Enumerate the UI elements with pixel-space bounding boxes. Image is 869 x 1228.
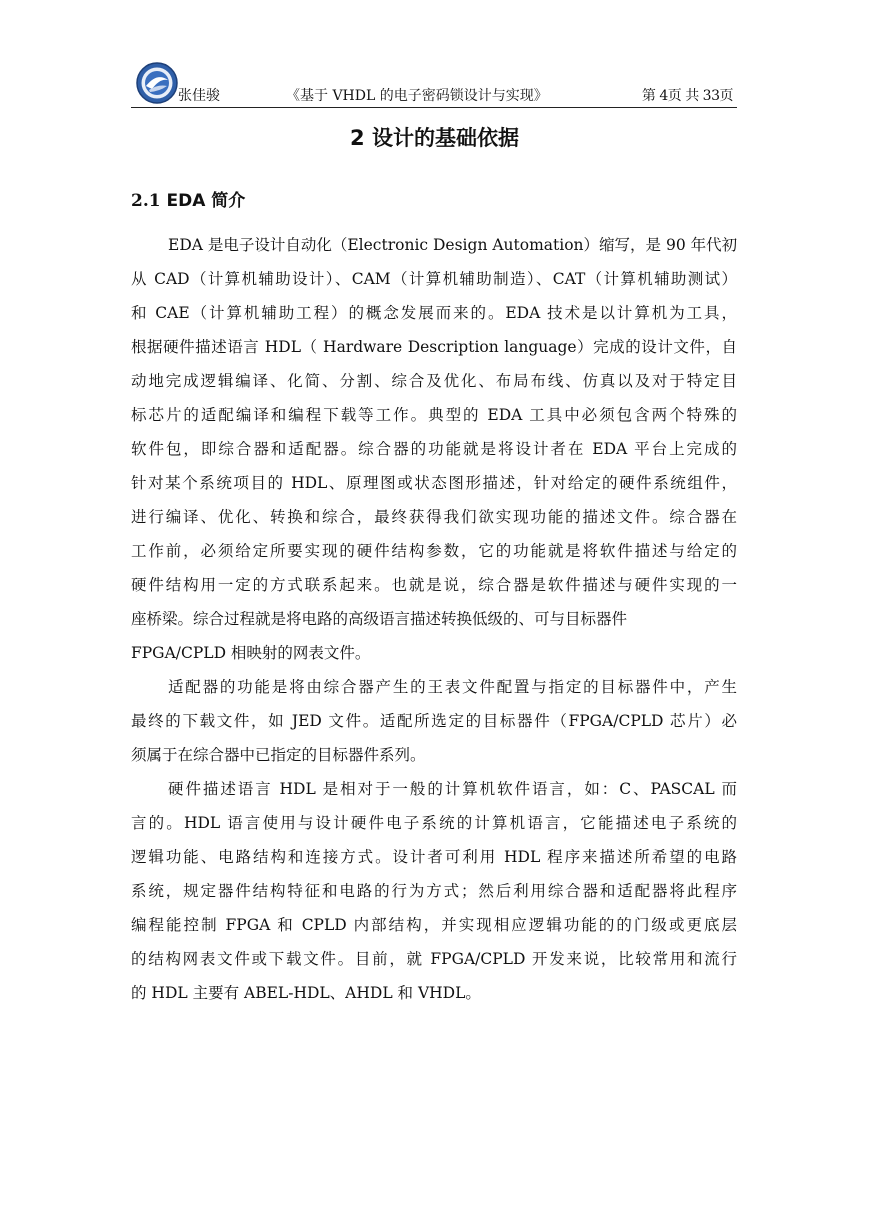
paragraph-line: 根据硬件描述语言 HDL（ Hardware Description language）完成的设计文件，自 (131, 338, 737, 356)
page-header (131, 60, 737, 108)
paragraph-line: 进行编译、优化、转换和综合，最终获得我们欲实现功能的描述文件。综合器在 (131, 508, 737, 526)
paragraph-line: 硬件描述语言 HDL 是相对于一般的计算机软件语言，如：C、PASCAL 而 (168, 780, 737, 798)
paragraph (131, 670, 737, 772)
paragraph-line: 从 CAD（计算机辅助设计）、CAM（计算机辅助制造）、CAT（计算机辅助测试） (131, 270, 737, 288)
paragraph-line: 最终的下载文件，如 JED 文件。适配所选定的目标器件（FPGA/CPLD 芯片）必 (131, 712, 737, 730)
paragraph-line: 动地完成逻辑编译、化简、分割、综合及优化、布局布线、仿真以及对于特定目 (131, 372, 737, 390)
paragraph-line: FPGA/CPLD 相映射的网表文件。 (131, 644, 371, 662)
paragraph-line: 针对某个系统项目的 HDL、原理图或状态图形描述，针对给定的硬件系统组件， (131, 474, 737, 492)
university-emblem-icon (136, 62, 178, 104)
paragraph-line: 编程能控制 FPGA 和 CPLD 内部结构，并实现相应逻辑功能的的门级或更底层 (131, 916, 737, 934)
chapter-title: 2 设计的基础依据 (350, 126, 519, 150)
paragraph-line: 硬件结构用一定的方式联系起来。也就是说，综合器是软件描述与硬件实现的一 (131, 576, 737, 594)
paragraph-line: 和 CAE（计算机辅助工程）的概念发展而来的。EDA 技术是以计算机为工具， (131, 304, 737, 322)
paragraph-line: 适配器的功能是将由综合器产生的王表文件配置与指定的目标器件中，产生 (168, 678, 737, 696)
header-document-title: 《基于 VHDL 的电子密码锁设计与实现》 (286, 88, 548, 104)
section-number: 2.1 (131, 191, 161, 211)
body-text (131, 228, 737, 1010)
paragraph-line: 言的。HDL 语言使用与设计硬件电子系统的计算机语言，它能描述电子系统的 (131, 814, 737, 832)
paragraph-line: 的结构网表文件或下载文件。目前，就 FPGA/CPLD 开发来说，比较常用和流行 (131, 950, 737, 968)
paragraph (131, 228, 737, 670)
paragraph-line: 逻辑功能、电路结构和连接方式。设计者可利用 HDL 程序来描述所希望的电路 (131, 848, 737, 866)
paragraph-line: 标芯片的适配编译和编程下载等工作。典型的 EDA 工具中必须包含两个特殊的 (131, 406, 737, 424)
paragraph-line: 的 HDL 主要有 ABEL-HDL、AHDL 和 VHDL。 (131, 984, 481, 1002)
paragraph-line: 软件包，即综合器和适配器。综合器的功能就是将设计者在 EDA 平台上完成的 (131, 440, 737, 458)
paragraph-line: 系统，规定器件结构特征和电路的行为方式；然后利用综合器和适配器将此程序 (131, 882, 737, 900)
section-name: EDA 简介 (166, 191, 246, 211)
paragraph-line: 座桥梁。综合过程就是将电路的高级语言描述转换低级的、可与目标器件 (131, 610, 628, 628)
header-divider (131, 107, 737, 108)
paragraph (131, 772, 737, 1010)
header-author: 张佳骏 (178, 88, 220, 104)
paragraph-line: 须属于在综合器中已指定的目标器件系列。 (131, 746, 426, 764)
paragraph-line: EDA 是电子设计自动化（Electronic Design Automation）缩写，是 90 年代初 (168, 236, 737, 254)
section-heading (131, 189, 245, 213)
header-page-info: 第 4页 共 33页 (641, 88, 733, 104)
paragraph-line: 工作前，必须给定所要实现的硬件结构参数，它的功能就是将软件描述与给定的 (131, 542, 737, 560)
